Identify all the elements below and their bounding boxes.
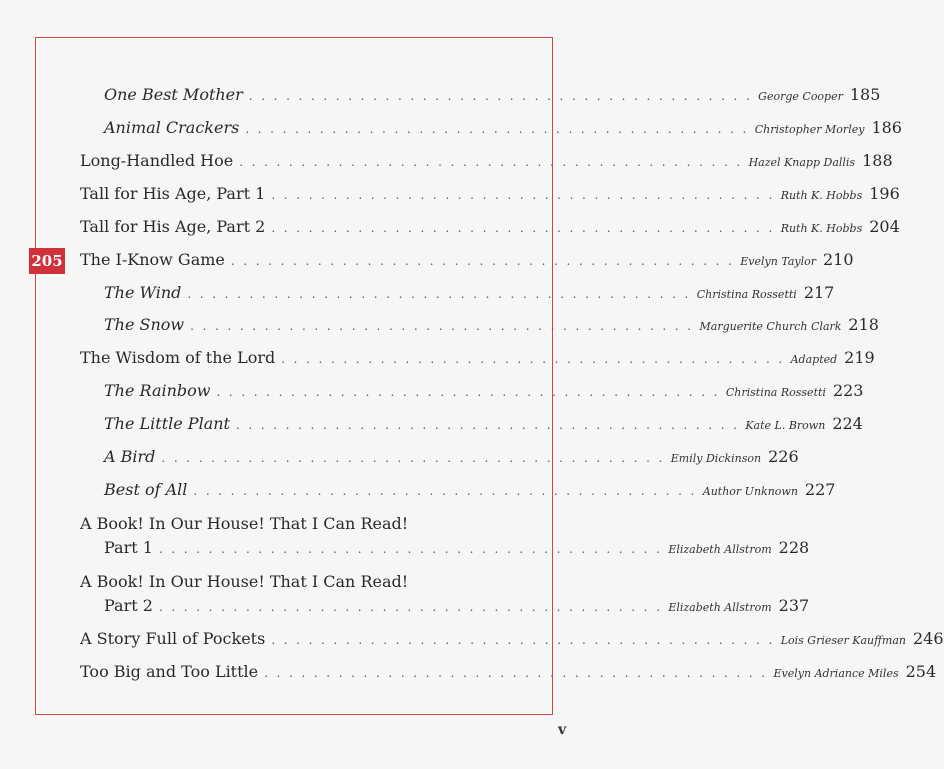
entry-author: Christina Rossetti — [725, 386, 826, 399]
entry-author: Ruth K. Hobbs — [780, 222, 863, 235]
entry-title: Tall for His Age, Part 1 — [80, 184, 266, 203]
entry-page: 204 — [869, 217, 900, 236]
entry-page: 210 — [823, 250, 854, 269]
entry-title: A Story Full of Pockets — [80, 629, 266, 648]
entry-page: 246 — [913, 629, 944, 648]
entry-page: 185 — [849, 85, 881, 104]
leader-dots: . . . . . . . . . . . . . . . . . . . . . . . . . . . . . . . . . . . . . . . . . — [190, 319, 694, 333]
toc-entry[interactable] — [104, 414, 863, 440]
toc-heading[interactable]: A Book! In Our House! That I Can Read! — [80, 572, 409, 591]
entry-author: Elizabeth Allstrom — [668, 601, 772, 614]
entry-page: 217 — [803, 283, 835, 302]
entry-author: George Cooper — [758, 90, 843, 103]
entry-title: Best of All — [104, 480, 188, 499]
leader-dots: . . . . . . . . . . . . . . . . . . . . . . . . . . . . . . . . . . . . . . . . . — [271, 633, 775, 647]
leader-dots: . . . . . . . . . . . . . . . . . . . . . . . . . . . . . . . . . . . . . . . . . — [271, 221, 775, 235]
entry-author: Author Unknown — [702, 485, 798, 498]
leader-dots: . . . . . . . . . . . . . . . . . . . . . . . . . . . . . . . . . . . . . . . . . — [245, 122, 749, 136]
entry-page: 186 — [871, 118, 902, 137]
leader-dots: . . . . . . . . . . . . . . . . . . . . . . . . . . . . . . . . . . . . . . . . . — [281, 352, 785, 366]
entry-page: 218 — [848, 315, 879, 334]
entry-page: 226 — [768, 447, 799, 466]
entry-author: Elizabeth Allstrom — [668, 543, 772, 556]
leader-dots: . . . . . . . . . . . . . . . . . . . . . . . . . . . . . . . . . . . . . . . . . — [187, 287, 691, 301]
leader-dots: . . . . . . . . . . . . . . . . . . . . . . . . . . . . . . . . . . . . . . . . . — [158, 600, 663, 614]
entry-title: The Rainbow — [104, 381, 211, 400]
toc-entry[interactable] — [104, 315, 879, 341]
entry-title: The Snow — [104, 315, 185, 334]
leader-dots: . . . . . . . . . . . . . . . . . . . . . . . . . . . . . . . . . . . . . . . . . — [248, 89, 753, 103]
entry-title: The Wisdom of the Lord — [80, 348, 276, 367]
entry-title: Tall for His Age, Part 2 — [80, 217, 266, 236]
toc-entry[interactable] — [104, 85, 881, 111]
leader-dots: . . . . . . . . . . . . . . . . . . . . . . . . . . . . . . . . . . . . . . . . . — [235, 418, 740, 432]
toc-entry[interactable] — [104, 283, 835, 309]
entry-author: Evelyn Adriance Miles — [773, 667, 899, 680]
entry-author: Christopher Morley — [754, 123, 865, 136]
entry-title: The I-Know Game — [80, 250, 225, 269]
toc-entry[interactable] — [80, 250, 854, 276]
entry-title: A Bird — [104, 447, 156, 466]
entry-title: Too Big and Too Little — [80, 662, 259, 681]
toc-entry[interactable] — [104, 480, 836, 506]
leader-dots: . . . . . . . . . . . . . . . . . . . . . . . . . . . . . . . . . . . . . . . . . — [230, 254, 735, 268]
entry-author: Kate L. Brown — [745, 419, 826, 432]
entry-author: Christina Rossetti — [696, 288, 797, 301]
entry-author: Ruth K. Hobbs — [780, 189, 863, 202]
entry-title: One Best Mother — [104, 85, 243, 104]
leader-dots: . . . . . . . . . . . . . . . . . . . . . . . . . . . . . . . . . . . . . . . . . — [161, 451, 665, 465]
entry-author: Hazel Knapp Dallis — [748, 156, 856, 169]
entry-page: 219 — [844, 348, 875, 367]
page-marker-badge: 205 — [29, 248, 65, 274]
toc-entry[interactable] — [80, 184, 900, 210]
toc-entry[interactable] — [104, 447, 799, 473]
leader-dots: . . . . . . . . . . . . . . . . . . . . . . . . . . . . . . . . . . . . . . . . . — [193, 484, 697, 498]
entry-author: Emily Dickinson — [670, 452, 762, 465]
toc-entry[interactable] — [104, 596, 810, 622]
leader-dots: . . . . . . . . . . . . . . . . . . . . . . . . . . . . . . . . . . . . . . . . . — [216, 385, 720, 399]
entry-author: Evelyn Taylor — [740, 255, 816, 268]
entry-page: 237 — [778, 596, 810, 615]
entry-page: 228 — [778, 538, 810, 557]
entry-page: 196 — [869, 184, 900, 203]
entry-author: Lois Grieser Kauffman — [780, 634, 906, 647]
leader-dots: . . . . . . . . . . . . . . . . . . . . . . . . . . . . . . . . . . . . . . . . . — [158, 542, 663, 556]
entry-page: 223 — [832, 381, 864, 400]
entry-author: Marguerite Church Clark — [699, 320, 842, 333]
entry-title: Animal Crackers — [104, 118, 240, 137]
leader-dots: . . . . . . . . . . . . . . . . . . . . . . . . . . . . . . . . . . . . . . . . . — [264, 666, 768, 680]
toc-entry[interactable] — [104, 538, 810, 564]
leader-dots: . . . . . . . . . . . . . . . . . . . . . . . . . . . . . . . . . . . . . . . . . — [271, 188, 775, 202]
entry-title: Part 2 — [104, 596, 153, 615]
entry-title: The Little Plant — [104, 414, 230, 433]
toc-entry[interactable] — [80, 348, 875, 374]
entry-author: Adapted — [790, 353, 838, 366]
entry-page: 254 — [905, 662, 937, 681]
entry-title: Part 1 — [104, 538, 153, 557]
entry-page: 188 — [862, 151, 893, 170]
toc-heading[interactable]: A Book! In Our House! That I Can Read! — [80, 514, 409, 533]
entry-page: 224 — [832, 414, 863, 433]
toc-entry[interactable] — [104, 381, 864, 407]
page-number: v — [558, 722, 567, 738]
entry-page: 227 — [804, 480, 836, 499]
toc-entry[interactable] — [80, 662, 937, 688]
entry-title: The Wind — [104, 283, 182, 302]
entry-title: Long-Handled Hoe — [80, 151, 234, 170]
toc-entry[interactable] — [80, 151, 893, 177]
toc-entry[interactable] — [80, 217, 900, 243]
leader-dots: . . . . . . . . . . . . . . . . . . . . . . . . . . . . . . . . . . . . . . . . . — [239, 155, 743, 169]
toc-entry[interactable] — [80, 629, 944, 655]
toc-entry[interactable] — [104, 118, 902, 144]
